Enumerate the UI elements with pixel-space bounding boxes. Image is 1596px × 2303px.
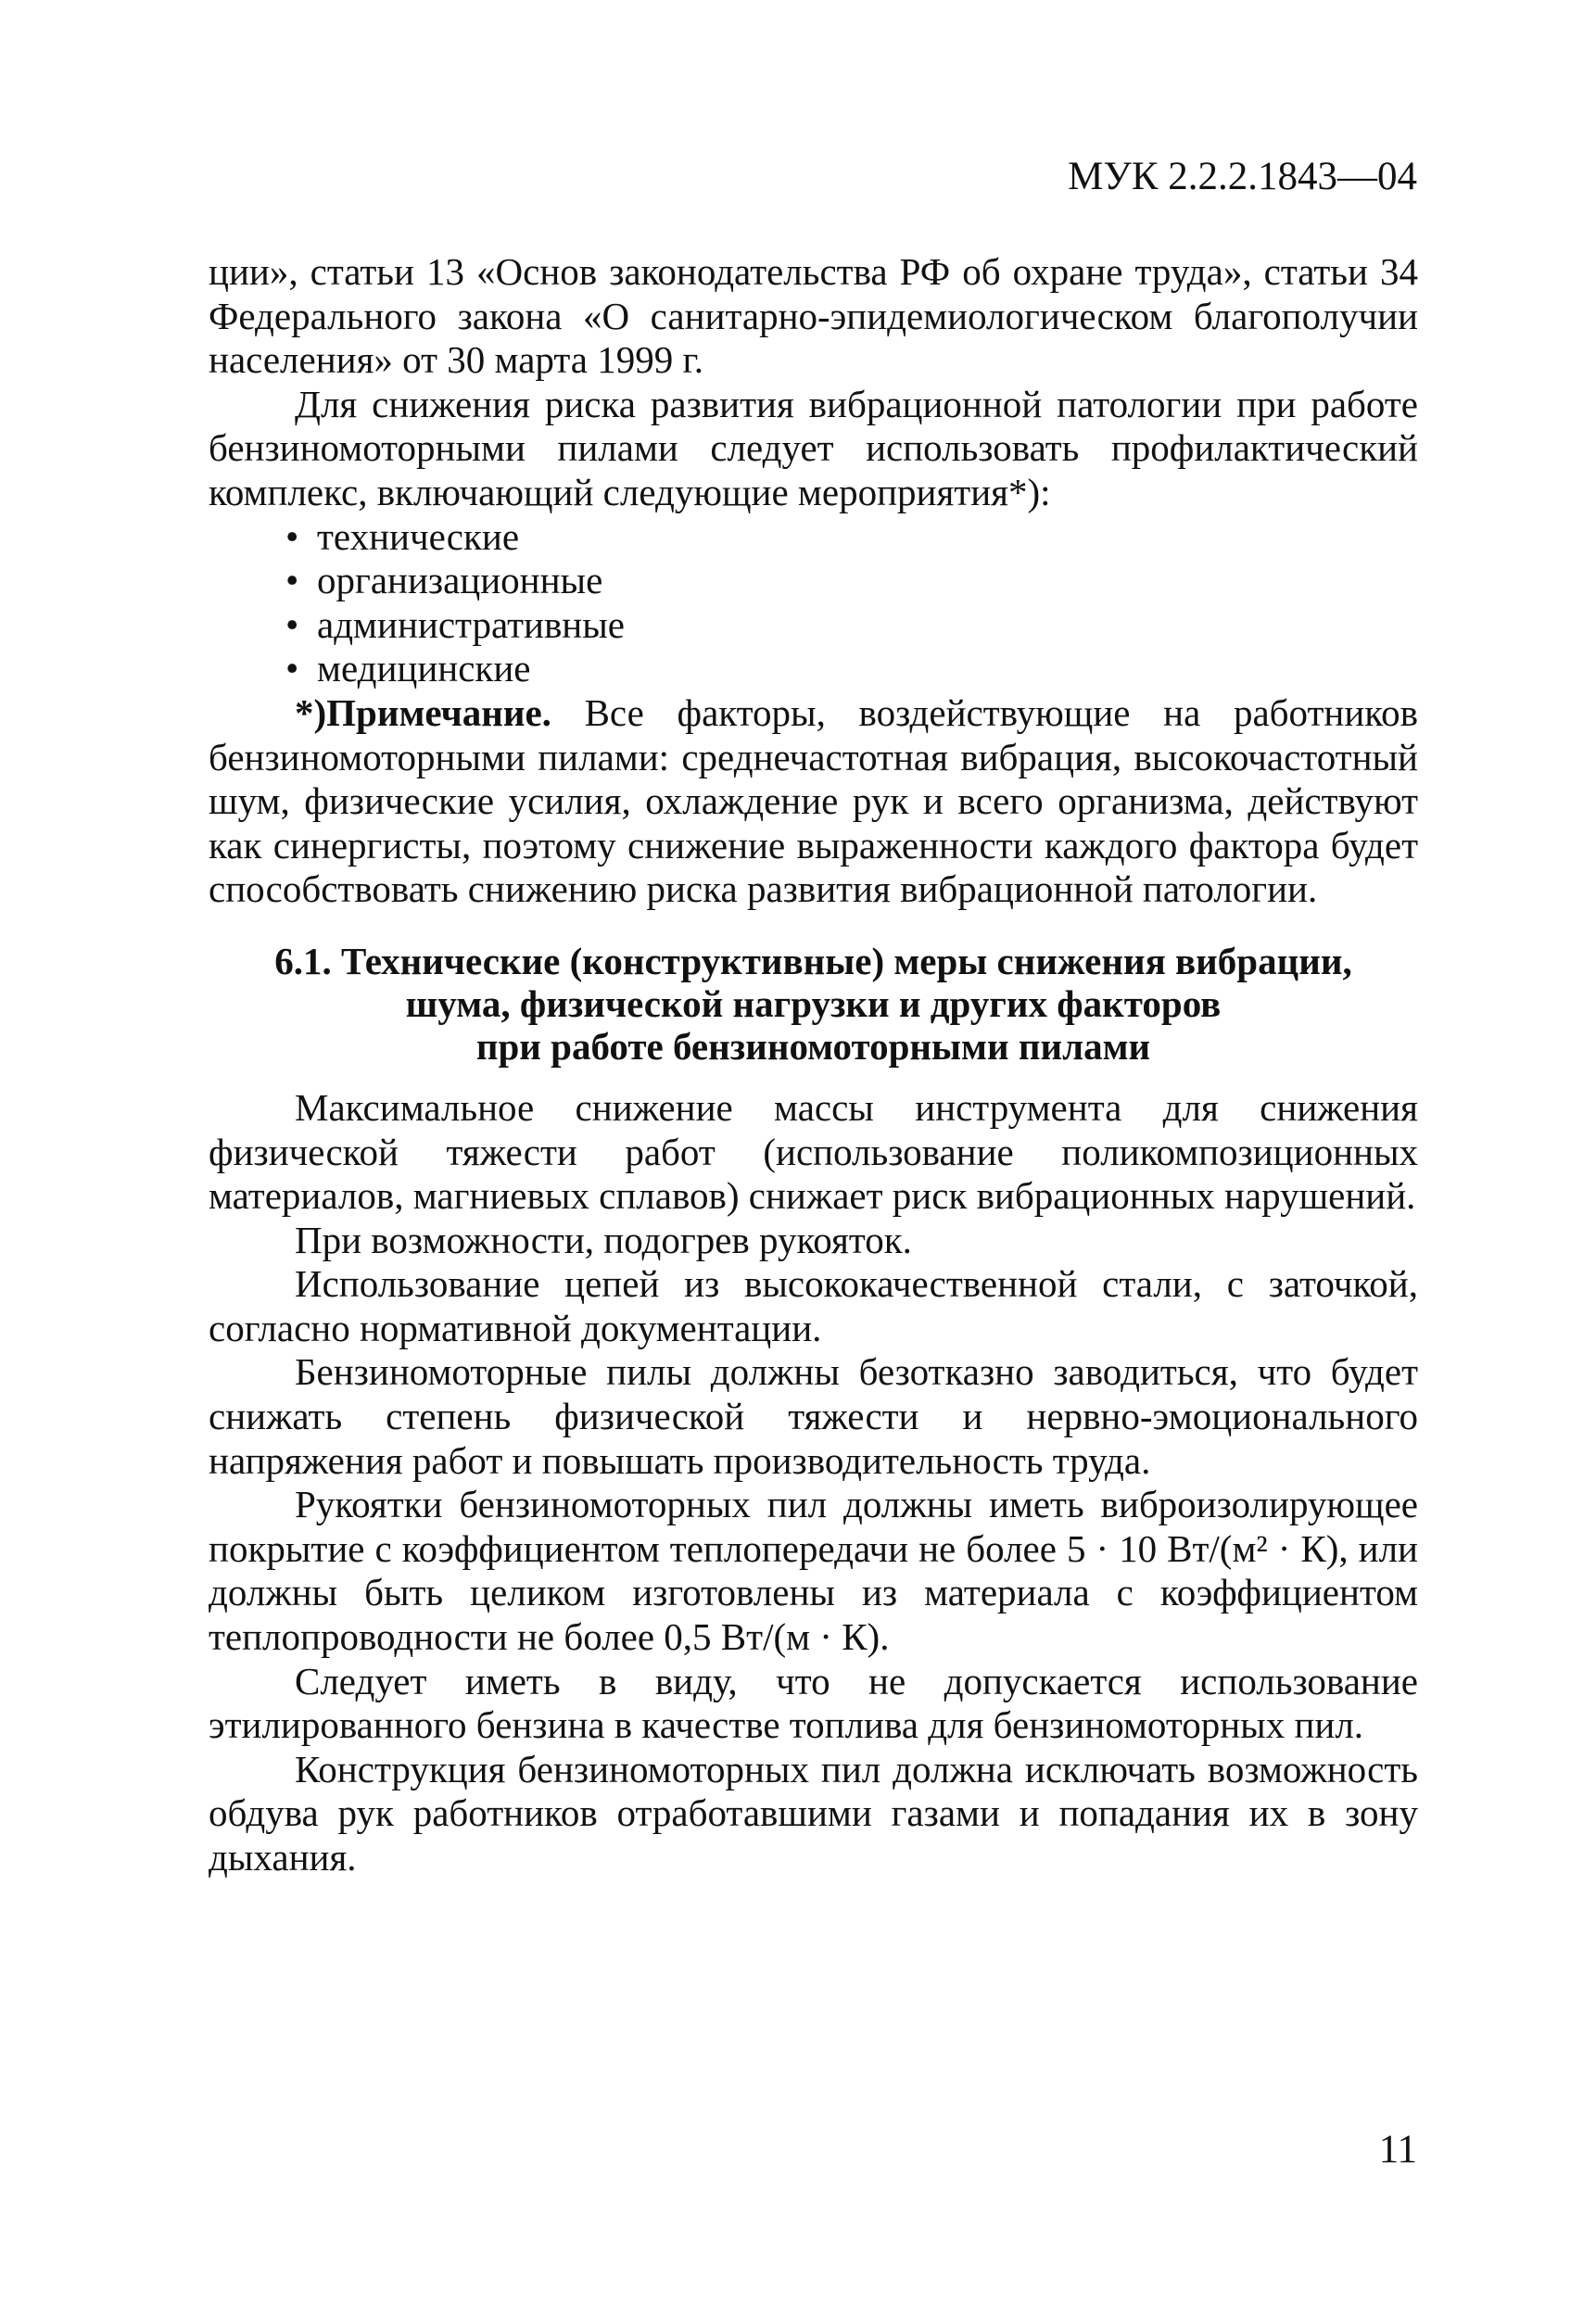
measure-label: административные — [317, 602, 625, 646]
section-paragraph: При возможности, подогрев рукояток. — [295, 1218, 912, 1261]
section-heading-line: шума, физической нагрузки и других факторов — [405, 981, 1222, 1025]
section-heading — [209, 940, 1418, 1068]
note-lead: *)Примечание. — [295, 690, 551, 734]
section-heading-line: 6.1. Технические (конструктивные) меры снижения вибрации, — [274, 939, 1352, 982]
bullet-icon: • — [285, 647, 299, 690]
bullet-icon: • — [285, 602, 299, 646]
measure-label: технические — [317, 514, 520, 558]
section-paragraph: Следует иметь в виду, что не допускается использование этилированного бензина в качестве топлива для бензиномоторных пил. — [209, 1659, 1418, 1747]
section-paragraph: Использование цепей из высококачественной стали, с заточкой, согласно нормативной документации. — [209, 1262, 1418, 1349]
intro-paragraph: ции», статьи 13 «Основ законодательства РФ об охране труда», статьи 34 Федерального закона «О санитарно-эпидемиологическом благополучии населения» от 30 марта 1999 г. — [209, 250, 1418, 382]
page-number: 11 — [1378, 2128, 1417, 2171]
measures-list — [209, 515, 1418, 691]
note-text: Все факторы, воздействующие на работников бензиномоторными пилами: среднечастотная вибрация, высокочастотный шум, физические усилия, охлаждение рук и всего организма, действуют как синергисты, поэтому снижение выраженности каждого фактора будет способствовать снижению риска развития вибрационной патологии. — [209, 690, 1418, 911]
list-item — [209, 647, 1418, 691]
note-paragraph — [209, 691, 1418, 912]
section-heading-line: при работе бензиномоторными пилами — [475, 1024, 1151, 1068]
section-paragraph: Рукоятки бензиномоторных пил должны иметь виброизолирующее покрытие с коэффициентом теплопередачи не более 5 · 10 Вт/(м² · К), или должны быть целиком изготовлены из материала с коэффициентом теплопроводности не более 0,5 Вт/(м · К). — [209, 1483, 1418, 1659]
page-body — [209, 250, 1418, 1880]
list-item — [209, 515, 1418, 560]
list-item — [209, 603, 1418, 648]
bullet-icon: • — [285, 559, 299, 602]
document-code: МУК 2.2.2.1843—04 — [1068, 155, 1417, 198]
section-paragraph: Бензиномоторные пилы должны безотказно заводиться, что будет снижать степень физической тяжести и нервно-эмоционального напряжения работ и повышать производительность труда. — [209, 1350, 1418, 1482]
section-paragraph: Максимальное снижение массы инструмента для снижения физической тяжести работ (использование поликомпозиционных материалов, магниевых сплавов) снижает риск вибрационных нарушений. — [209, 1085, 1418, 1218]
measure-label: организационные — [317, 559, 603, 602]
list-item — [209, 559, 1418, 603]
measure-label: медицинские — [317, 647, 531, 690]
prevention-paragraph: Для снижения риска развития вибрационной патологии при работе бензиномоторными пилами следует использовать профилактический комплекс, включающий следующие мероприятия*): — [209, 382, 1418, 513]
section-paragraph: Конструкция бензиномоторных пил должна исключать возможность обдува рук работников отработавшими газами и попадания их в зону дыхания. — [209, 1747, 1418, 1879]
bullet-icon: • — [285, 514, 299, 558]
